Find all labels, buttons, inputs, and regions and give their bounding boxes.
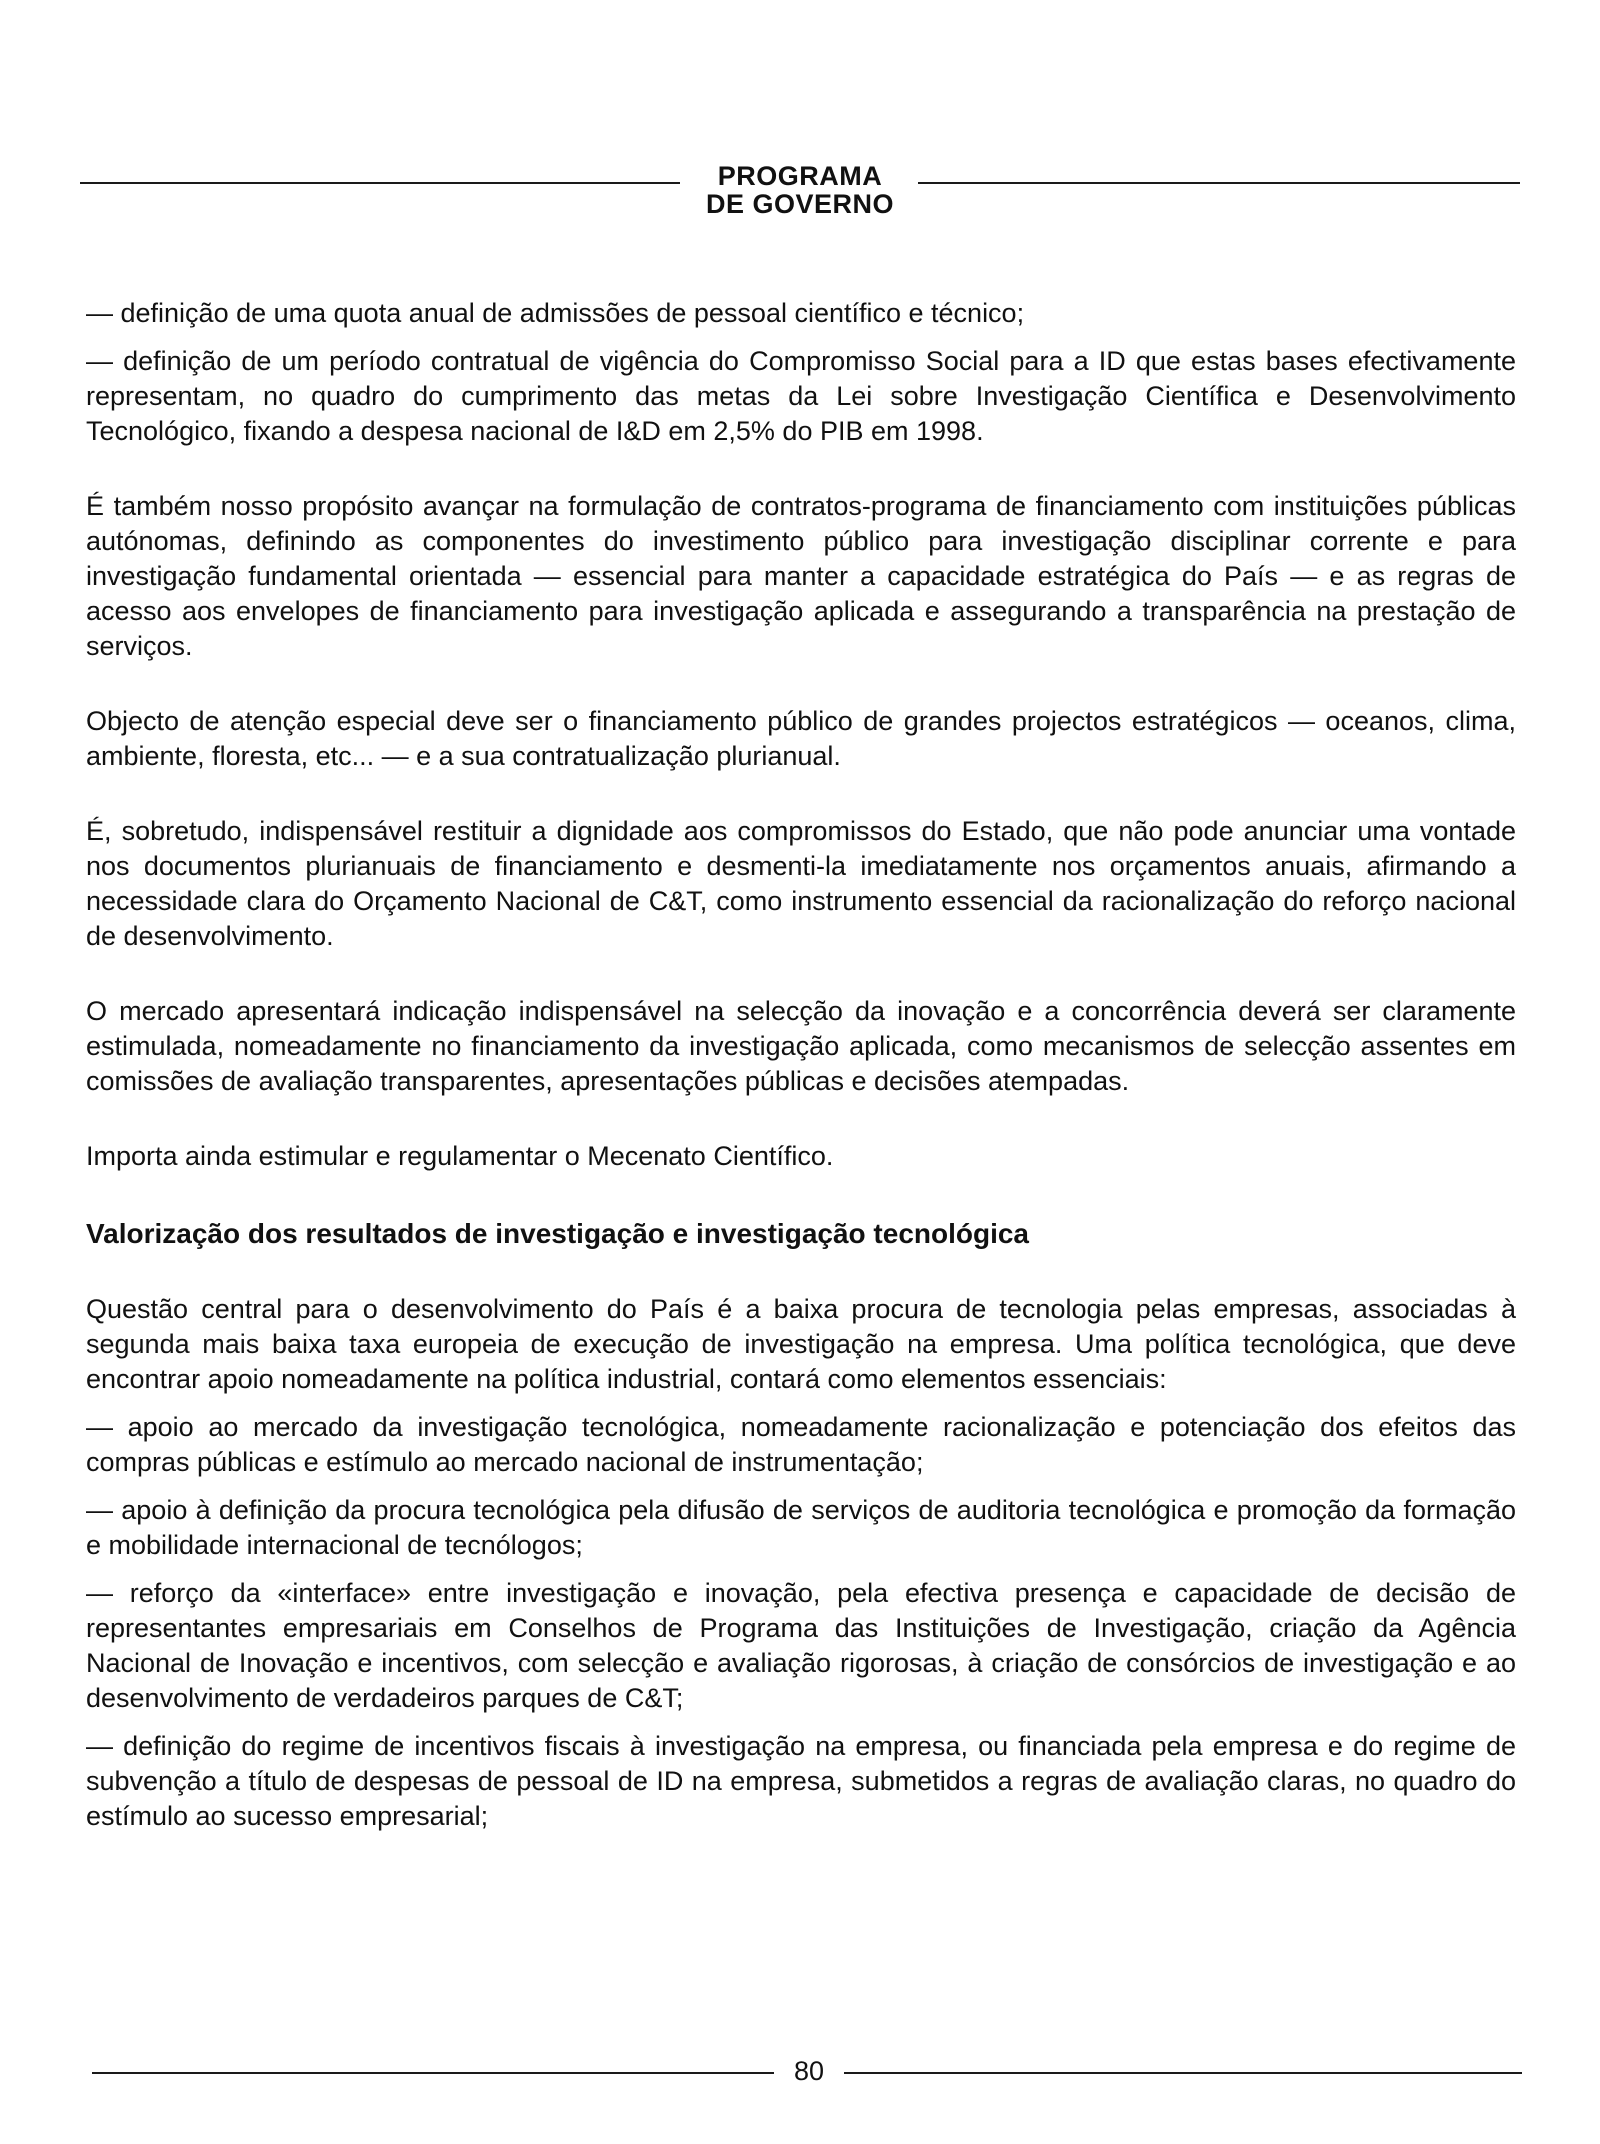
paragraph: Importa ainda estimular e regulamentar o Mecenato Científico. [86,1141,834,1171]
list-item: — definição de um período contratual de vigência do Compromisso Social para a ID que estas bases efectivamente representam, no quadro do cumprimento das metas da Lei sobre Investigação Científica e Desenvolvimento Tecnológico, fixando a despesa nacional de I&D em 2,5% do PIB em 1998. [86,346,1516,446]
footer-rule-right [844,2072,1522,2074]
list-item: — apoio à definição da procura tecnológica pela difusão de serviços de auditoria tecnológica e promoção da formação e mobilidade internacional de tecnólogos; [86,1495,1516,1560]
header-rule-right [918,182,1520,184]
header-title-line2: DE GOVERNO [705,189,895,219]
section-intro: Questão central para o desenvolvimento do País é a baixa procura de tecnologia pelas empresas, associadas à segunda mais baixa taxa europeia de execução de investigação na empresa. Uma política tecnológica, que deve encontrar apoio nomeadamente na política industrial, contará como elementos essenciais: [86,1294,1516,1394]
list-item: — definição de uma quota anual de admissões de pessoal científico e técnico; [86,298,1025,328]
section-heading: Valorização dos resultados de investigação e investigação tecnológica [86,1218,1030,1249]
header-title [692,162,908,218]
page-number: 80 [793,2056,825,2086]
footer-rule-left [92,2072,774,2074]
list-item: — reforço da «interface» entre investigação e inovação, pela efectiva presença e capacidade de decisão de representantes empresariais em Conselhos de Programa das Instituições de Investigação, criação da Agência Nacional de Inovação e incentivos, com selecção e avaliação rigorosas, à criação de consórcios de investigação e ao desenvolvimento de verdadeiros parques de C&T; [86,1578,1516,1713]
paragraph: Objecto de atenção especial deve ser o financiamento público de grandes projectos estratégicos — oceanos, clima, ambiente, floresta, etc... — e a sua contratualização plurianual. [86,706,1516,771]
paragraph: O mercado apresentará indicação indispensável na selecção da inovação e a concorrência deverá ser claramente estimulada, nomeadamente no financiamento da investigação aplicada, como mecanismos de selecção assentes em comissões de avaliação transparentes, apresentações públicas e decisões atempadas. [86,996,1516,1096]
paragraph: É também nosso propósito avançar na formulação de contratos-programa de financiamento com instituições públicas autónomas, definindo as componentes do investimento público para investigação disciplinar corrente e para investigação fundamental orientada — essencial para manter a capacidade estratégica do País — e as regras de acesso aos envelopes de financiamento para investigação aplicada e assegurando a transparência na prestação de serviços. [86,491,1516,661]
page-footer [92,2050,1522,2090]
list-item: — apoio ao mercado da investigação tecnológica, nomeadamente racionalização e potenciação dos efeitos das compras públicas e estímulo ao mercado nacional de instrumentação; [86,1412,1516,1477]
paragraph: É, sobretudo, indispensável restituir a dignidade aos compromissos do Estado, que não pode anunciar uma vontade nos documentos plurianuais de financiamento e desmenti-la imediatamente nos orçamentos anuais, afirmando a necessidade clara do Orçamento Nacional de C&T, como instrumento essencial da racionalização do reforço nacional de desenvolvimento. [86,816,1516,951]
document-body [86,296,1516,1847]
header-rule-left [80,182,680,184]
list-item: — definição do regime de incentivos fiscais à investigação na empresa, ou financiada pela empresa e do regime de subvenção a título de despesas de pessoal de ID na empresa, submetidos a regras de avaliação claras, no quadro do estímulo ao sucesso empresarial; [86,1731,1516,1831]
page-header [80,162,1520,224]
header-title-line1: PROGRAMA [717,161,883,191]
